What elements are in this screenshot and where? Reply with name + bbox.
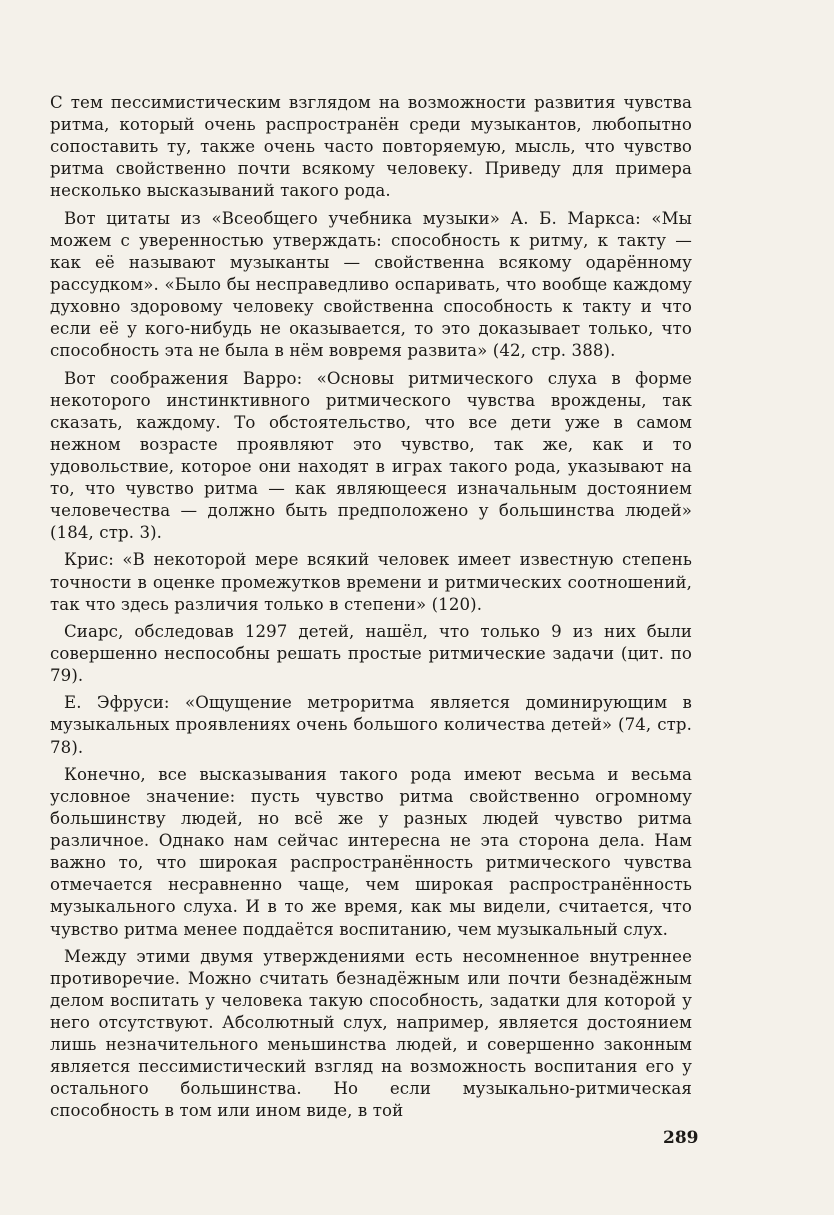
page-number: 289 — [663, 1128, 699, 1148]
paragraph-marks-quote: Вот цитаты из «Всеобщего учебника музыки» А. Б. Маркса: «Мы можем с уверенностью утверждать: способность к ритму, к такту — как её называют музыканты — свойственна всякому одарённому рассудком». «Было бы несправедливо оспаривать, что вообще каждому духовно здоровому человеку свойственна способность к такту и что если её у кого-нибудь не оказывается, то это доказывает только, что способность эта не была в нём вовремя развита» (42, стр. 388). — [50, 208, 692, 361]
page-text — [50, 92, 692, 1128]
paragraph-kris-quote: Крис: «В некоторой мере всякий человек имеет известную степень точности в оценке промежутков времени и ритмических соотношений, так что здесь различия только в степени» (120). — [50, 550, 692, 614]
paragraph-intro: С тем пессимистическим взглядом на возможности развития чувства ритма, который очень распространён среди музыкантов, любопытно сопоставить ту, также очень часто повторяемую, мысль, что чувство ритма свойственно почти всякому человеку. Приведу для примера несколько высказываний такого рода. — [50, 93, 692, 201]
paragraph-siars: Сиарс, обследовав 1297 детей, нашёл, что только 9 из них были совершенно неспособны решать простые ритмические задачи (цит. по 79). — [50, 621, 692, 686]
paragraph-varro-quote: Вот соображения Варро: «Основы ритмического слуха в форме некоторого инстинктивного ритмического чувства врождены, так сказать, каждому. То обстоятельство, что все дети уже в самом нежном возрасте проявляют это чувство, так же, как и то удовольствие, которое они находят в играх такого рода, указывают на то, что чувство ритма — как являющееся изначальным достоянием человечества — должно быть предположено у большинства людей» (184, стр. 3). — [50, 368, 692, 543]
paragraph-discussion: Конечно, все высказывания такого рода имеют весьма и весьма условное значение: пусть чувство ритма свойственно огромному большинству людей, но всё же у разных людей чувство ритма различное. Однако нам сейчас интересна не эта сторона дела. Нам важно то, что широкая распространённость ритмического чувства отмечается несравненно чаще, чем широкая распространённость музыкального слуха. И в то же время, как мы видели, считается, что чувство ритма менее поддаётся воспитанию, чем музыкальный слух. — [50, 764, 692, 939]
paragraph-contradiction: Между этими двумя утверждениями есть несомненное внутреннее противоречие. Можно считать безнадёжным или почти безнадёжным делом воспитать у человека такую способность, задатки для которой у него отсутствуют. Абсолютный слух, например, является достоянием лишь незначительного меньшинства людей, и совершенно законным является пессимистический взгляд на возможность воспитания его у остального большинства. Но если музыкально-ритмическая способность в том или ином виде, в той — [50, 946, 692, 1121]
paragraph-efrusi-quote: Е. Эфруси: «Ощущение метроритма является доминирующим в музыкальных проявлениях очень большого количества детей» (74, стр. 78). — [50, 693, 692, 757]
